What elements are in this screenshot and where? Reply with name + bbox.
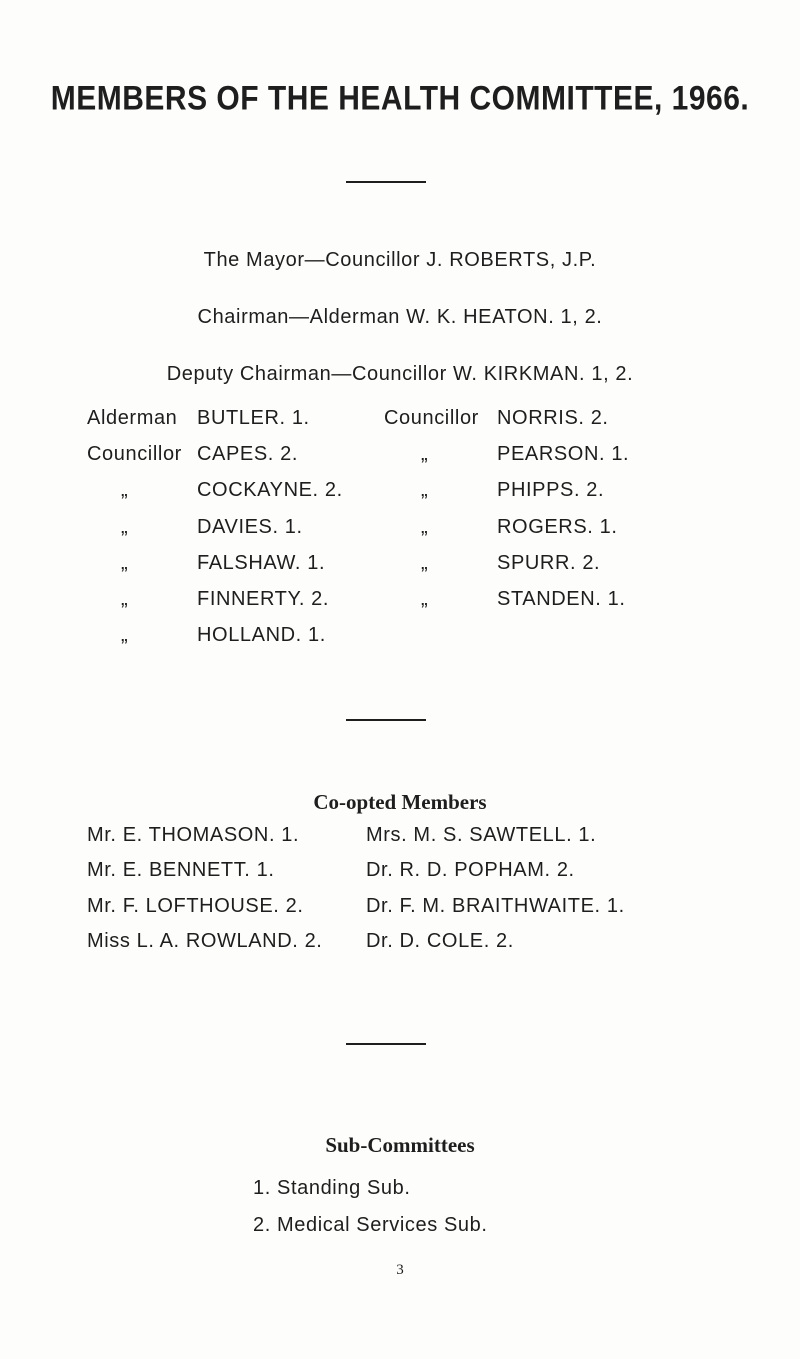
mayor-line: The Mayor—Councillor J. ROBERTS, J.P. [203,249,597,271]
coopted-member: Miss L. A. ROWLAND. 2. [87,929,323,952]
coopted-left-column [87,818,322,959]
member-title: Councillor [384,407,479,429]
subcommittees-list [253,1170,488,1244]
member-name: SPURR. 2. [497,551,601,574]
member-name: FINNERTY. 2. [197,587,330,610]
ditto-mark: „ [421,479,429,502]
member-title: Councillor [87,443,182,466]
divider-top [346,181,426,183]
divider-middle [346,719,426,721]
ditto-mark: „ [121,515,129,538]
coopted-member: Dr. D. COLE. 2. [366,929,514,952]
member-name: CAPES. 2. [197,443,298,466]
ditto-mark: „ [121,551,129,574]
coopted-member: Mr. E. THOMASON. 1. [87,824,300,846]
coopted-member: Dr. R. D. POPHAM. 2. [366,859,575,882]
member-name: FALSHAW. 1. [197,551,326,574]
ditto-mark: „ [121,587,129,610]
list-item: 1. Standing Sub. [253,1177,411,1199]
deputy-chairman-line: Deputy Chairman—Councillor W. KIRKMAN. 1, 2. [166,363,634,385]
ditto-mark: „ [121,624,129,647]
page-number: 3 [396,1262,404,1278]
ditto-mark: „ [421,515,429,538]
coopted-right-column [366,818,625,959]
ditto-mark: „ [421,587,429,610]
chairman-line: Chairman—Alderman W. K. HEATON. 1, 2. [197,306,603,328]
coopted-member: Mr. E. BENNETT. 1. [87,859,275,882]
member-name: PHIPPS. 2. [497,479,605,502]
ditto-mark: „ [421,551,429,574]
coopted-heading: Co-opted Members [313,790,487,814]
member-name: HOLLAND. 1. [197,624,326,647]
divider-bottom [346,1043,426,1045]
member-title: Alderman [87,407,178,429]
page-title: MEMBERS OF THE HEALTH COMMITTEE, 1966. [50,79,750,118]
subcommittees-heading: Sub-Committees [325,1133,475,1157]
member-name: COCKAYNE. 2. [197,479,343,502]
list-item: 2. Medical Services Sub. [253,1214,488,1236]
member-name: BUTLER. 1. [197,407,310,429]
coopted-member: Mr. F. LOFTHOUSE. 2. [87,894,304,917]
coopted-member: Mrs. M. S. SAWTELL. 1. [366,824,597,846]
member-name: NORRIS. 2. [497,407,609,429]
member-name: STANDEN. 1. [497,587,626,610]
member-name: PEARSON. 1. [497,443,630,466]
ditto-mark: „ [121,479,129,502]
ditto-mark: „ [421,443,429,466]
coopted-member: Dr. F. M. BRAITHWAITE. 1. [366,894,625,917]
member-name: ROGERS. 1. [497,515,618,538]
member-name: DAVIES. 1. [197,515,303,538]
